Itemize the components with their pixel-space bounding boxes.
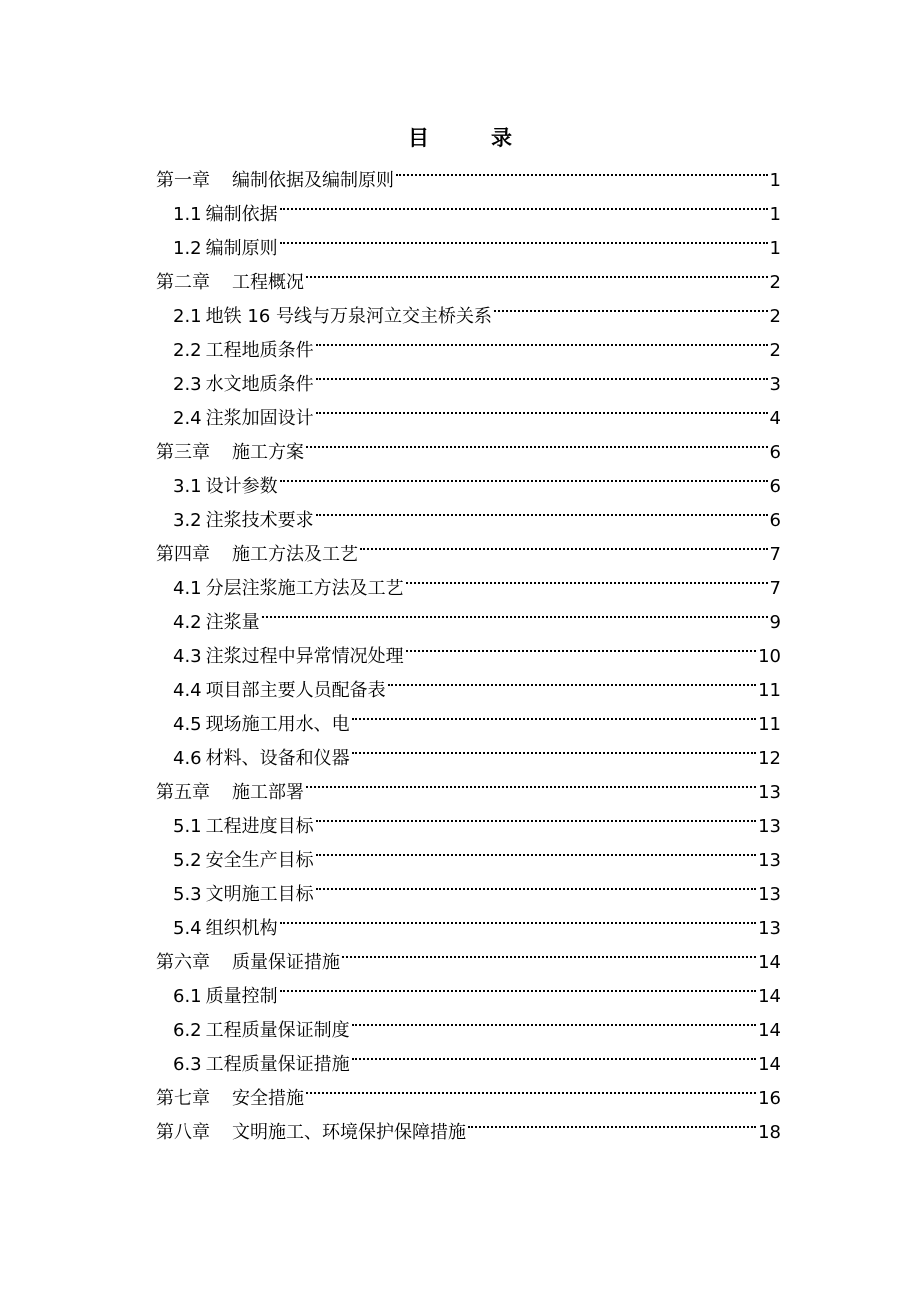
- toc-entry-page-number: 14: [758, 1054, 781, 1075]
- dot-leader: [406, 628, 756, 662]
- dot-leader: [468, 1104, 756, 1138]
- toc-entry-label: 质量保证措施: [232, 952, 340, 973]
- toc-entry-page-number: 7: [769, 544, 781, 565]
- toc-entry-number: 2.2: [173, 340, 202, 361]
- toc-entry-page-number: 6: [769, 510, 781, 531]
- toc-entry-number: 6.2: [173, 1020, 202, 1041]
- toc-entry-page-number: 18: [758, 1122, 781, 1143]
- dot-leader: [306, 254, 768, 288]
- dot-leader: [342, 934, 756, 968]
- toc-entry-page-number: 2: [769, 272, 781, 293]
- toc-entry-page-number: 14: [758, 986, 781, 1007]
- toc-entry-number: 2.3: [173, 374, 202, 395]
- toc-entry-label: 工程进度目标: [205, 816, 314, 837]
- dot-leader: [352, 696, 756, 730]
- dot-leader: [406, 560, 768, 594]
- dot-leader: [280, 968, 756, 1002]
- toc-entry-page-number: 1: [769, 238, 781, 259]
- toc-entry-label: 水文地质条件: [205, 374, 314, 395]
- dot-leader: [316, 798, 756, 832]
- toc-entry-page-number: 1: [769, 170, 781, 191]
- toc-entry-number: 第四章: [156, 544, 210, 565]
- dot-leader: [316, 356, 768, 390]
- dot-leader: [306, 1070, 756, 1104]
- toc-entry-label: 安全措施: [232, 1088, 304, 1109]
- toc-entry-label: 注浆过程中异常情况处理: [205, 646, 404, 667]
- toc-entry-page-number: 2: [769, 340, 781, 361]
- toc-entry-number: 2.4: [173, 408, 202, 429]
- toc-entry-number: 6.3: [173, 1054, 202, 1075]
- toc-entry-label: 材料、设备和仪器: [205, 748, 350, 769]
- toc-entry-label: 设计参数: [205, 476, 278, 497]
- dot-leader: [316, 866, 756, 900]
- toc-entry-page-number: 14: [758, 952, 781, 973]
- toc-entry-label: 文明施工目标: [205, 884, 314, 905]
- table-of-contents: [156, 152, 781, 1143]
- toc-entry-number: 4.6: [173, 748, 202, 769]
- toc-entry-number: 6.1: [173, 986, 202, 1007]
- toc-entry-number: 第五章: [156, 782, 210, 803]
- dot-leader: [280, 458, 768, 492]
- toc-entry-number: 第六章: [156, 952, 210, 973]
- toc-title: [0, 122, 920, 152]
- toc-entry-page-number: 3: [769, 374, 781, 395]
- toc-entry-number: 第八章: [156, 1122, 210, 1143]
- toc-entry-page-number: 13: [758, 816, 781, 837]
- toc-entry-number: 4.2: [173, 612, 202, 633]
- toc-entry-page-number: 2: [769, 306, 781, 327]
- dot-leader: [316, 390, 768, 424]
- toc-entry-number: 第三章: [156, 442, 210, 463]
- toc-entry-label: 质量控制: [205, 986, 278, 1007]
- dot-leader: [316, 322, 768, 356]
- toc-entry-label: 工程质量保证措施: [205, 1054, 350, 1075]
- toc-entry-page-number: 11: [758, 680, 781, 701]
- toc-entry-label: 编制依据: [205, 204, 278, 225]
- toc-entry-number: 3.2: [173, 510, 202, 531]
- dot-leader: [280, 220, 768, 254]
- dot-leader: [306, 424, 768, 458]
- toc-entry-page-number: 13: [758, 884, 781, 905]
- dot-leader: [316, 492, 768, 526]
- toc-entry-label: 注浆加固设计: [205, 408, 314, 429]
- toc-entry-label: 施工部署: [232, 782, 304, 803]
- dot-leader: [388, 662, 756, 696]
- toc-entry-number: 4.5: [173, 714, 202, 735]
- dot-leader: [316, 832, 756, 866]
- toc-entry-page-number: 6: [769, 476, 781, 497]
- toc-title-char: 录: [491, 126, 512, 150]
- toc-entry-label: 分层注浆施工方法及工艺: [205, 578, 404, 599]
- toc-entry-number: 5.4: [173, 918, 202, 939]
- dot-leader: [396, 152, 768, 186]
- toc-entry-label: 编制依据及编制原则: [232, 170, 394, 191]
- toc-title-char: 目: [408, 126, 429, 150]
- toc-entry-number: 5.2: [173, 850, 202, 871]
- toc-entry-number: 2.1: [173, 306, 202, 327]
- toc-entry-label: 工程质量保证制度: [205, 1020, 350, 1041]
- toc-entry-number: 5.3: [173, 884, 202, 905]
- dot-leader: [306, 764, 756, 798]
- toc-entry-page-number: 7: [769, 578, 781, 599]
- toc-entry-label: 施工方案: [232, 442, 304, 463]
- toc-entry-number: 第二章: [156, 272, 210, 293]
- toc-entry-number: 3.1: [173, 476, 202, 497]
- toc-entry-number: 4.1: [173, 578, 202, 599]
- dot-leader: [280, 900, 756, 934]
- dot-leader: [280, 186, 768, 220]
- toc-entry-label: 工程地质条件: [205, 340, 314, 361]
- toc-entry-label: 现场施工用水、电: [205, 714, 350, 735]
- toc-entry-page-number: 1: [769, 204, 781, 225]
- dot-leader: [494, 288, 768, 322]
- toc-entry-page-number: 13: [758, 850, 781, 871]
- toc-entry-label: 施工方法及工艺: [232, 544, 358, 565]
- dot-leader: [352, 730, 756, 764]
- toc-entry-page-number: 16: [758, 1088, 781, 1109]
- toc-entry-label: 文明施工、环境保护保障措施: [232, 1122, 466, 1143]
- toc-entry-page-number: 4: [769, 408, 781, 429]
- toc-entry-label: 编制原则: [205, 238, 278, 259]
- dot-leader: [352, 1002, 756, 1036]
- toc-entry-page-number: 12: [758, 748, 781, 769]
- toc-entry-number: 4.4: [173, 680, 202, 701]
- toc-entry-label: 工程概况: [232, 272, 304, 293]
- toc-entry-number: 第一章: [156, 170, 210, 191]
- dot-leader: [360, 526, 768, 560]
- toc-entry-label: 安全生产目标: [205, 850, 314, 871]
- toc-entry-page-number: 13: [758, 782, 781, 803]
- toc-entry-page-number: 9: [769, 612, 781, 633]
- toc-entry-page-number: 13: [758, 918, 781, 939]
- toc-entry-label: 组织机构: [205, 918, 278, 939]
- toc-entry-label: 地铁 16 号线与万泉河立交主桥关系: [205, 306, 492, 327]
- toc-entry-label: 注浆技术要求: [205, 510, 314, 531]
- dot-leader: [262, 594, 768, 628]
- toc-entry-label: 项目部主要人员配备表: [205, 680, 386, 701]
- toc-entry-number: 5.1: [173, 816, 202, 837]
- toc-entry-page-number: 14: [758, 1020, 781, 1041]
- toc-entry-page-number: 6: [769, 442, 781, 463]
- toc-entry-page-number: 10: [758, 646, 781, 667]
- toc-entry-number: 1.2: [173, 238, 202, 259]
- toc-entry-number: 4.3: [173, 646, 202, 667]
- toc-entry-number: 第七章: [156, 1088, 210, 1109]
- toc-entry-label: 注浆量: [205, 612, 260, 633]
- toc-entry-page-number: 11: [758, 714, 781, 735]
- dot-leader: [352, 1036, 756, 1070]
- toc-chapter-entry[interactable]: [156, 152, 781, 191]
- toc-entry-number: 1.1: [173, 204, 202, 225]
